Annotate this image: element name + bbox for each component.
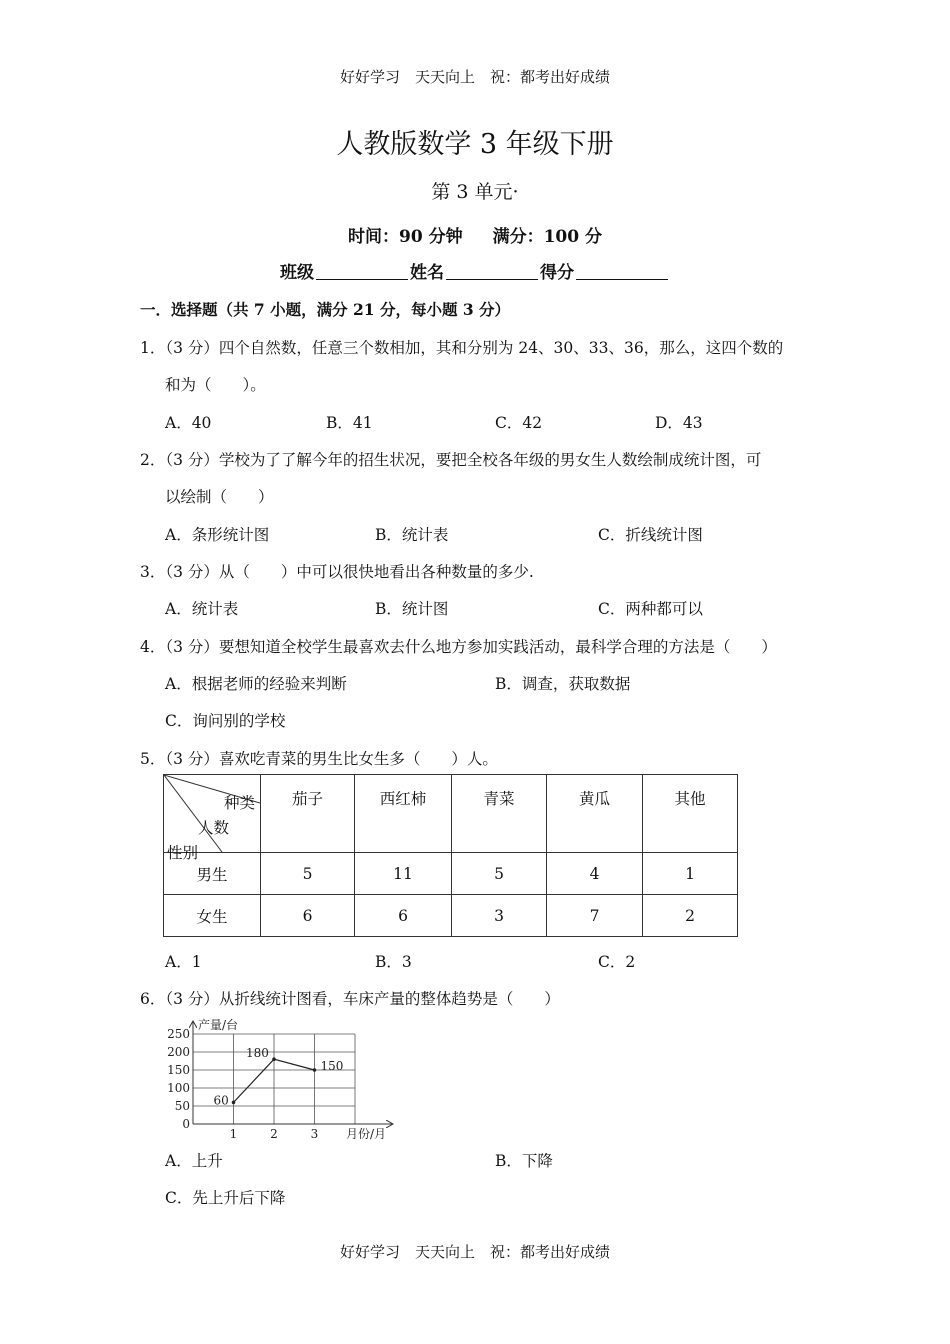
q5-option-c[interactable]: C．2 <box>598 953 636 971</box>
x-tick-label: 3 <box>310 1127 319 1141</box>
q2-option-c[interactable]: C．折线统计图 <box>598 526 703 544</box>
score-blank[interactable] <box>576 263 668 280</box>
column-header: 西红柿 <box>355 775 452 853</box>
question-3-stem: 3．（3 分）从（ ）中可以很快地看出各种数量的多少. <box>140 563 534 581</box>
page-title: 人教版数学 3 年级下册 <box>336 129 614 160</box>
question-2-stem-cont: 以绘制（ ） <box>165 488 274 506</box>
production-line-chart <box>160 1014 400 1144</box>
table-corner-cell <box>164 775 261 862</box>
column-header: 青菜 <box>452 775 547 853</box>
table-cell: 11 <box>355 853 452 895</box>
column-header: 黄瓜 <box>547 775 643 853</box>
data-label: 150 <box>320 1059 344 1073</box>
question-5-stem: 5．（3 分）喜欢吃青菜的男生比女生多（ ）人。 <box>140 750 498 768</box>
q6-option-b[interactable]: B．下降 <box>495 1152 553 1170</box>
q4-option-b[interactable]: B．调查，获取数据 <box>495 675 631 693</box>
q2-option-a[interactable]: A．条形统计图 <box>165 526 270 544</box>
name-label: 姓名 <box>410 263 444 283</box>
column-header: 其他 <box>643 775 738 853</box>
page-footer: 好好学习 天天向上 祝：都考出好成绩 <box>339 1243 610 1261</box>
y-tick-label: 50 <box>174 1099 190 1113</box>
preference-table-wrap <box>163 774 738 937</box>
q6-option-c[interactable]: C．先上升后下降 <box>165 1189 286 1207</box>
corner-label-category: 种类 <box>224 794 256 812</box>
question-1-stem-cont: 和为（ ）。 <box>165 376 266 394</box>
q1-option-b[interactable]: B．41 <box>326 414 373 432</box>
data-point <box>272 1057 276 1061</box>
table-row-boys <box>164 853 738 895</box>
corner-label-count: 人数 <box>198 819 230 837</box>
score-label: 得分 <box>540 263 574 283</box>
q4-option-a[interactable]: A．根据老师的经验来判断 <box>165 675 347 693</box>
y-tick-label: 200 <box>167 1045 190 1059</box>
data-point <box>232 1101 236 1105</box>
full-score-label: 满分：100 分 <box>492 227 602 247</box>
y-tick-label: 250 <box>167 1027 190 1041</box>
page-header: 好好学习 天天向上 祝：都考出好成绩 <box>339 68 610 86</box>
data-label: 180 <box>246 1046 269 1061</box>
column-header: 茄子 <box>261 775 355 853</box>
q5-option-b[interactable]: B．3 <box>375 953 412 971</box>
table-row-girls <box>164 895 738 937</box>
q1-option-c[interactable]: C．42 <box>495 414 543 432</box>
y-tick-label: 100 <box>167 1081 190 1095</box>
q3-option-a[interactable]: A．统计表 <box>165 600 239 618</box>
question-6-stem: 6．（3 分）从折线统计图看，车床产量的整体趋势是（ ） <box>140 990 560 1008</box>
q3-option-b[interactable]: B．统计图 <box>375 600 449 618</box>
q6-option-a[interactable]: A．上升 <box>165 1152 223 1170</box>
table-cell: 2 <box>643 895 738 937</box>
q4-option-c[interactable]: C．询问别的学校 <box>165 712 286 730</box>
q5-option-a[interactable]: A．1 <box>165 953 202 971</box>
q2-option-b[interactable]: B．统计表 <box>375 526 449 544</box>
table-cell: 1 <box>643 853 738 895</box>
question-4-stem: 4．（3 分）要想知道全校学生最喜欢去什么地方参加实践活动，最科学合理的方法是（ ） <box>140 638 777 656</box>
row-label: 男生 <box>164 853 261 895</box>
data-label: 60 <box>213 1093 229 1108</box>
class-label: 班级 <box>280 263 314 283</box>
table-cell: 3 <box>452 895 547 937</box>
y-axis-label: 产量/台 <box>198 1018 239 1032</box>
data-point <box>313 1068 317 1072</box>
table-cell: 6 <box>355 895 452 937</box>
q3-option-c[interactable]: C．两种都可以 <box>598 600 703 618</box>
preference-table <box>163 774 738 937</box>
student-info-form <box>0 258 950 283</box>
exam-meta <box>0 222 950 247</box>
section-heading: 一．选择题（共 7 小题，满分 21 分，每小题 3 分） <box>140 300 511 319</box>
question-1-stem: 1．（3 分）四个自然数，任意三个数相加，其和分别为 24、30、33、36，那么，这四个数的 <box>140 339 784 357</box>
row-label: 女生 <box>164 895 261 937</box>
table-cell: 4 <box>547 853 643 895</box>
class-blank[interactable] <box>316 263 408 280</box>
x-axis-label: 月份/月 <box>346 1127 387 1141</box>
table-cell: 6 <box>261 895 355 937</box>
y-tick-label: 150 <box>167 1063 190 1077</box>
x-tick-label: 2 <box>270 1127 278 1141</box>
question-2-stem: 2．（3 分）学校为了了解今年的招生状况，要把全校各年级的男女生人数绘制成统计图，可 <box>140 451 762 469</box>
table-cell: 5 <box>261 853 355 895</box>
x-tick-label: 1 <box>229 1127 238 1141</box>
q1-option-a[interactable]: A．40 <box>165 414 212 432</box>
table-cell: 7 <box>547 895 643 937</box>
unit-title: 第 3 单元· <box>431 181 519 203</box>
table-cell: 5 <box>452 853 547 895</box>
name-blank[interactable] <box>446 263 538 280</box>
q1-option-d[interactable]: D．43 <box>655 414 703 432</box>
time-label: 时间：90 分钟 <box>348 227 463 247</box>
corner-label-gender: 性别 <box>167 844 199 862</box>
y-tick-label: 0 <box>182 1117 190 1131</box>
